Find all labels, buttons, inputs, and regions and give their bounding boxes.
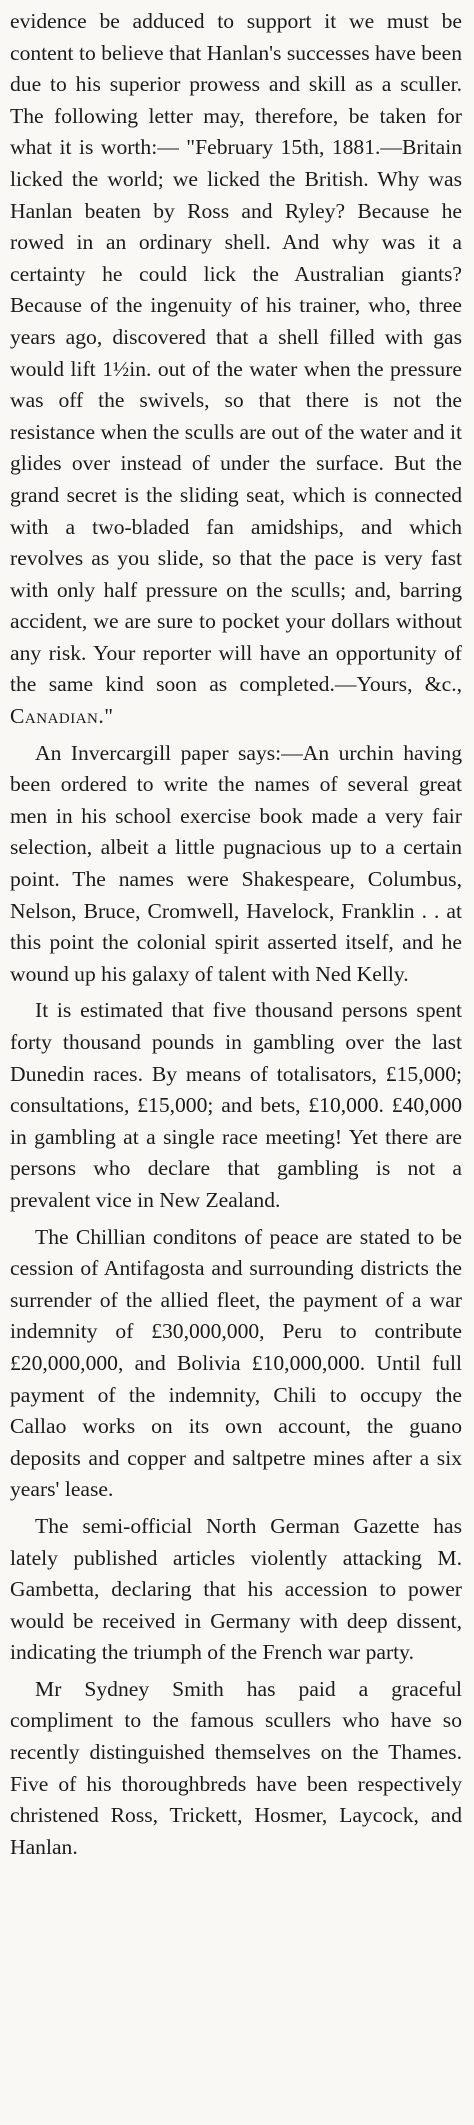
letter-signature: Canadian. [10,704,105,729]
paragraph-hanlan-letter [10,6,462,733]
paragraph-invercargill-urchin: An Invercargill paper says:—An urchin having been ordered to write the names of several great men in his school exercise book made a very fair selection, albeit a little pugnacious up to a certain point. The names were Shakespeare, Columbus, Nelson, Bruce, Cromwell, Havelock, Franklin . . at this point the colonial spirit asserted itself, and he wound up his galaxy of talent with Ned Kelly. [10,740,462,986]
letter-closing-quote: " [104,704,114,729]
hanlan-letter-text: evidence be adduced to support it we must be content to believe that Hanlan's successes have been due to his superior prowess and skill as a sculler. The following letter may, therefore, be taken for what it is worth:— "February 15th, 1881.—Britain licked the world; we licked the British. Why was Hanlan beaten by Ross and Ryley? Because he rowed in an ordinary shell. And why was it a certainty he could lick the Australian giants? Because of the ingenuity of his trainer, who, three years ago, discovered that a shell filled with gas would lift 1½in. out of the water when the pressure was off the swivels, so that there is not the resistance when the sculls are out of the water and it glides over instead of under the surface. But the grand secret is the sliding seat, which is connected with a two-bladed fan amidships, and which revolves as you slide, so that the pace is very fast with only half pressure on the sculls; and, barring accident, we are sure to pocket your dollars without any risk. Your reporter will have an opportunity of the same kind soon as completed.—Yours, &c., [10,9,462,697]
paragraph-chillian-peace: The Chillian conditons of peace are stated to be cession of Antifagosta and surrounding districts the surrender of the allied fleet, the payment of a war indemnity of £30,000,000, Peru to contribute £20,000,000, and Bolivia £10,000,000. Until full payment of the indemnity, Chili to occupy the Callao works on its own account, the guano deposits and copper and saltpetre mines after a six years' lease. [10,1224,462,1502]
paragraph-dunedin-gambling: It is estimated that five thousand persons spent forty thousand pounds in gambling over the last Dunedin races. By means of totalisators, £15,000; consultations, £15,000; and bets, £10,000. £40,000 in gambling at a single race meeting! Yet there are persons who declare that gambling is not a prevalent vice in New Zealand. [10,998,462,1212]
paragraph-sydney-smith: Mr Sydney Smith has paid a graceful compliment to the famous scullers who have so recently distinguished themselves on the Thames. Five of his thoroughbreds have been respectively christened Ross, Trickett, Hosmer, Laycock, and Hanlan. [10,1676,462,1859]
paragraph-german-gazette: The semi-official North German Gazette has lately published articles violently attacking M. Gambetta, declaring that his accession to power would be received in Germany with deep dissent, indicating the triumph of the French war party. [10,1513,462,1665]
newspaper-column [10,6,462,1863]
